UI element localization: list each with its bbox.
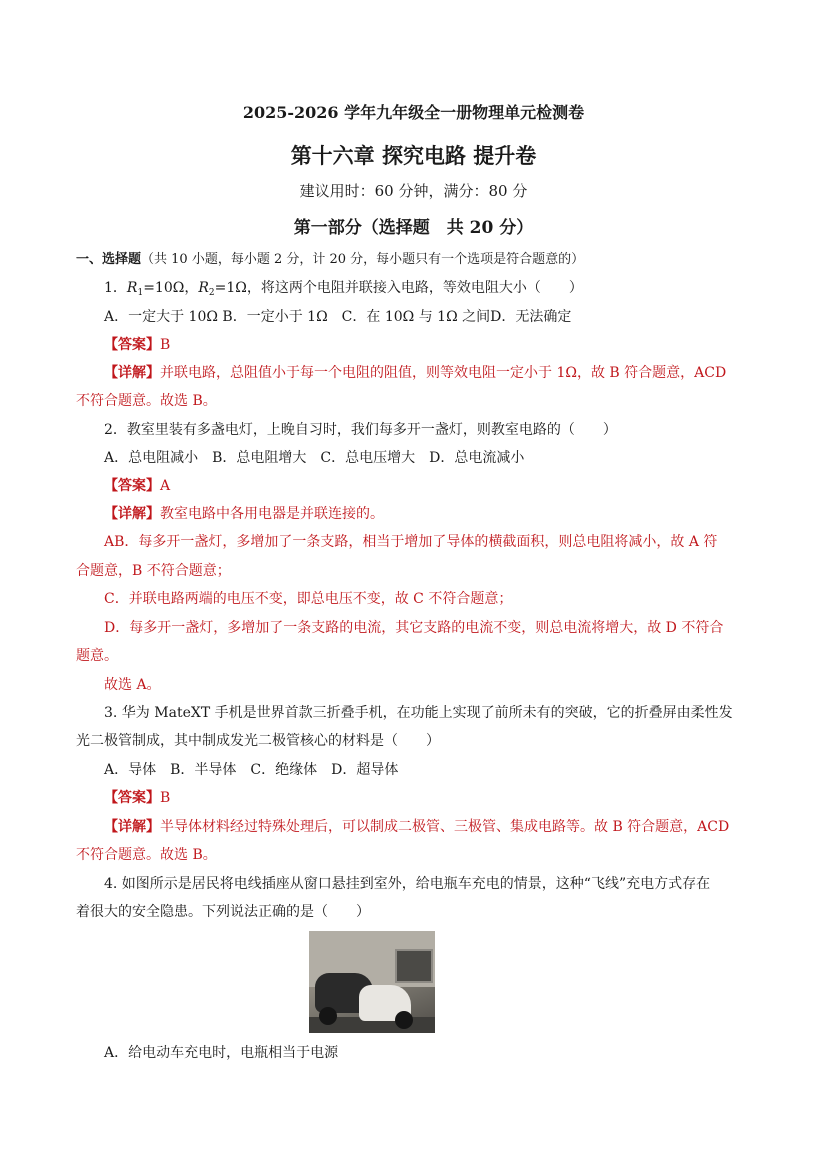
- q2-answer-tag: 【答案】: [104, 478, 160, 494]
- q2-stem: 2．教室里装有多盏电灯，上晚自习时，我们每多开一盏灯，则教室电路的（ ）: [104, 422, 617, 438]
- q2-detail-d-line2: 题意。: [76, 648, 118, 664]
- q1-detail-text: 并联电路，总阻值小于每一个电阻的阻值，则等效电阻一定小于 1Ω，故 B 符合题意，ACD: [160, 365, 727, 381]
- q4-option-a: A．给电动车充电时，电瓶相当于电源: [104, 1045, 339, 1061]
- q1-r1-value: =10Ω，: [143, 280, 199, 296]
- charging-scene-photo: [309, 931, 435, 1033]
- q1-r2-symbol: R: [198, 280, 209, 296]
- time-info: 建议用时：60 分钟，满分：80 分: [299, 182, 528, 200]
- q2-detail-d-line1: D．每多开一盏灯，多增加了一条支路的电流，其它支路的电流不变，则总电流将增大，故 D 不符合: [104, 620, 724, 636]
- q1-answer-value: B: [160, 337, 171, 353]
- q1-number: 1．: [104, 280, 127, 296]
- q4-stem-line2: 着很大的安全隐患。下列说法正确的是（ ）: [76, 904, 370, 920]
- q3-detail-line1: [104, 817, 756, 837]
- q2-detail-tag: 【详解】: [104, 506, 160, 522]
- photo-wheel: [319, 1007, 337, 1025]
- q2-detail-c: C．并联电路两端的电压不变，即总电压不变，故 C 不符合题意；: [104, 591, 513, 607]
- q1-r2-subscript: 2: [208, 288, 215, 298]
- q2-detail-text: 教室电路中各用电器是并联连接的。: [160, 506, 384, 522]
- q2-conclusion: 故选 A。: [104, 677, 161, 693]
- photo-window: [395, 949, 433, 983]
- q1-detail-tag: 【详解】: [104, 365, 160, 381]
- q3-answer-value: B: [160, 790, 171, 806]
- q3-options: A．导体 B．半导体 C．绝缘体 D．超导体: [104, 762, 399, 778]
- q3-stem-line2: 光二极管制成，其中制成发光二极管核心的材料是（ ）: [76, 733, 440, 749]
- chapter-title: 第十六章 探究电路 提升卷: [290, 144, 537, 168]
- part-title: 第一部分（选择题 共 20 分）: [293, 218, 534, 238]
- section-heading-label: 一、选择题: [76, 252, 142, 267]
- q3-answer: [104, 788, 756, 808]
- q3-stem-line1: 3. 华为 MateXT 手机是世界首款三折叠手机，在功能上实现了前所未有的突破，它的折叠屏由柔性发: [104, 705, 733, 721]
- photo-wheel: [395, 1011, 413, 1029]
- q1-answer: [104, 335, 756, 355]
- q2-detail-line1: [104, 504, 756, 524]
- q2-answer-value: A: [160, 478, 171, 494]
- q1-r2-value: =1Ω，将这两个电阻并联接入电路，等效电阻大小（ ）: [214, 280, 583, 296]
- q3-answer-tag: 【答案】: [104, 790, 160, 806]
- q2-detail-ab-line2: 合题意，B 不符合题意；: [76, 563, 231, 579]
- q4-stem-line1: 4. 如图所示是居民将电线插座从窗口悬挂到室外，给电瓶车充电的情景，这种“飞线”充电方式存在: [104, 876, 711, 892]
- q1-r1-subscript: 1: [137, 288, 144, 298]
- q1-options: A．一定大于 10Ω B．一定小于 1Ω C．在 10Ω 与 1Ω 之间D．无法确定: [104, 309, 572, 325]
- q1-detail-line2: 不符合题意。故选 B。: [76, 393, 217, 409]
- q2-options: A．总电阻减小 B．总电阻增大 C．总电压增大 D．总电流减小: [104, 450, 525, 466]
- q1-detail-line1: [104, 363, 756, 383]
- q3-detail-line2: 不符合题意。故选 B。: [76, 847, 217, 863]
- q1-stem: [104, 278, 756, 303]
- section-heading: [76, 250, 756, 270]
- q3-detail-text: 半导体材料经过特殊处理后，可以制成二极管、三极管、集成电路等。故 B 符合题意，ACD: [160, 819, 730, 835]
- q2-answer: [104, 476, 756, 496]
- q2-detail-ab-line1: AB．每多开一盏灯，多增加了一条支路，相当于增加了导体的横截面积，则总电阻将减小，故 A 符: [104, 534, 718, 550]
- q1-r1-symbol: R: [126, 280, 138, 296]
- section-note: （共 10 小题，每小题 2 分，计 20 分，每小题只有一个选项是符合题意的）: [141, 252, 585, 267]
- q1-answer-tag: 【答案】: [104, 337, 160, 353]
- q3-detail-tag: 【详解】: [104, 819, 160, 835]
- exam-title: 2025-2026 学年九年级全一册物理单元检测卷: [242, 103, 585, 122]
